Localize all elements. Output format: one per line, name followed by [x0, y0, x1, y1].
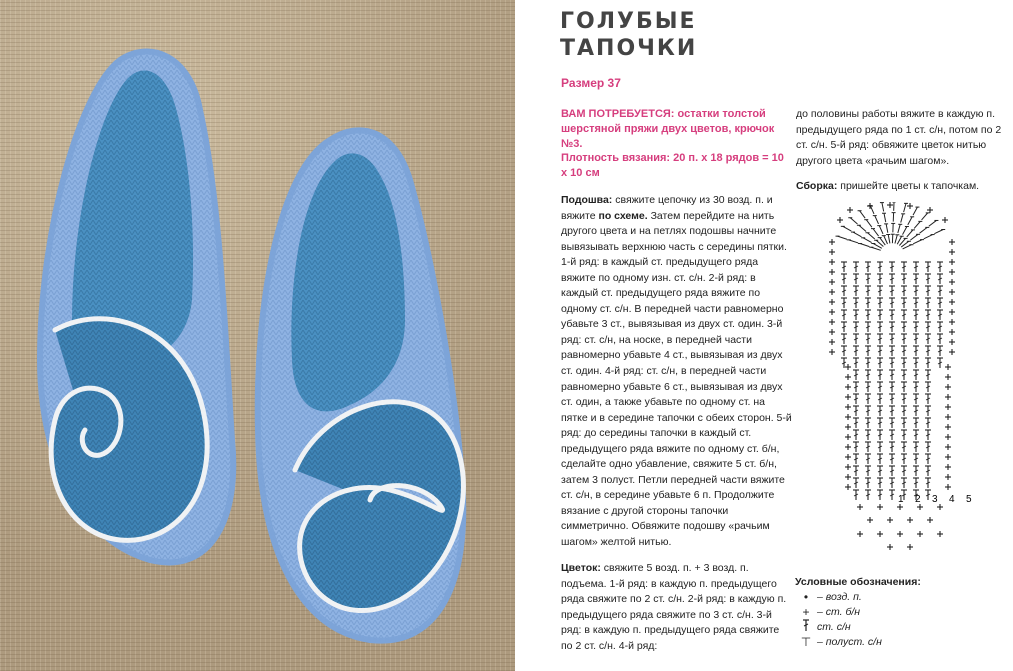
density: Плотность вязания: 20 п. х 18 рядов = 10 х 10 см — [561, 152, 784, 179]
assembly-label: Сборка: — [796, 180, 838, 192]
page-title — [560, 8, 760, 62]
legend-title: Условные обозначения: — [795, 576, 921, 588]
requirements-label: ВАМ ПОТРЕБУЕТСЯ: — [561, 108, 675, 120]
requirements-text: остатки толстой шерстяной пряжи двух цветов, крючок №3. — [561, 108, 775, 150]
requirements — [561, 107, 787, 152]
assembly-instructions — [796, 180, 1008, 192]
title-line-1: ГОЛУБЫЕ — [560, 9, 697, 34]
sole-scheme: по схеме. — [598, 209, 648, 222]
legend-text-single-crochet: – ст. б/н — [817, 605, 861, 618]
legend-item-half-double — [795, 634, 1005, 649]
legend — [795, 576, 1005, 649]
crochet-diagram — [820, 202, 985, 558]
size-label: Размер 37 — [561, 76, 621, 90]
legend-text-chain: – возд. п. — [817, 590, 862, 603]
double-crochet-icon — [795, 619, 817, 635]
assembly-text: пришейте цветы к тапочкам. — [837, 180, 980, 192]
right-slipper — [258, 130, 464, 640]
row-number-1: 1 — [898, 494, 904, 505]
flower-text: свяжите 5 возд. п. + 3 возд. п. подъема. 1-й ряд: в каждую п. предыдущего ряда свяжите по 2 ст. с/н. 2-й ряд: в каждую п. предыдущего ряда свяжите по 3 ст. с/н. 3-й ряд: в каждую п. предыдущего ряда свяжите по 2 ст. с/н. 4-й ряд: — [561, 562, 787, 652]
row-number-5: 5 — [966, 494, 972, 505]
legend-item-chain — [795, 589, 1005, 604]
legend-item-double-crochet — [795, 619, 1005, 634]
diagram-row-numbers — [898, 494, 972, 505]
single-crochet-icon: + — [802, 604, 810, 619]
left-slipper — [40, 52, 233, 563]
legend-text-double-crochet: ст. с/н — [817, 620, 851, 633]
pattern-page — [515, 0, 1013, 671]
row-number-4: 4 — [949, 494, 955, 505]
legend-text-half-double: – полуст. с/н — [817, 635, 882, 648]
row-number-3: 3 — [932, 494, 938, 505]
chain-stitch-icon: • — [803, 589, 809, 604]
row-number-2: 2 — [915, 494, 921, 505]
half-double-crochet-icon: ⊤ — [800, 634, 812, 649]
continuation-text: до половины работы вяжите в каждую п. предыдущего ряда по 1 ст. с/н, потом по 2 ст. с/н. 5-й ряд: обвяжите цветок нитью другого цвета «рачьим шагом». — [796, 108, 1002, 167]
sole-instructions — [561, 193, 793, 551]
title-line-2: ТАПОЧКИ — [560, 36, 698, 61]
legend-item-single-crochet — [795, 604, 1005, 619]
sole-text-1: свяжите цепочку из 30 возд. п. и вяжите — [561, 194, 773, 222]
sole-text-2: Затем перейдите на нить другого цвета и на петлях подошвы начните вывязывать верхнюю часть с середины пятки. 1-й ряд: в каждый ст. предыдущего ряда вяжите по одному изн. ст. с/н. 2-й ряд: в каждый ст. предыдущего ряда вяжите по одному ст. с/н. В передней части равномерно убавьте 3 ст., вывязывая из двух ст. один. 3-й ряд: ст. с/н, на носке, в передней части равномерно убавьте 4 ст., вывязывая из двух ст. один. 4-й ряд: ст. с/н, в передней части равномерно убавьте 6 ст., вывязывая из двух ст. один, а также убавьте по одному ст. на пятке и в середине тапочки с обеих сторон. 5-й ряд: до середины тапочки в каждый ст. предыдущего ряда вяжите по одному ст. б/н, сделайте одно убавление, свяжите 5 ст. б/н, затем 3 полуст. Петли передней части вяжите ст. с/н, в середине убавьте 6 п. Продолжите вязание с другой стороны тапочки симметрично. Обвяжите подошву «рачьим шагом» желтой нитью. — [561, 209, 792, 549]
flower-label: Цветок: — [561, 562, 601, 574]
flower-instructions — [561, 561, 793, 654]
sole-label: Подошва: — [561, 194, 613, 206]
